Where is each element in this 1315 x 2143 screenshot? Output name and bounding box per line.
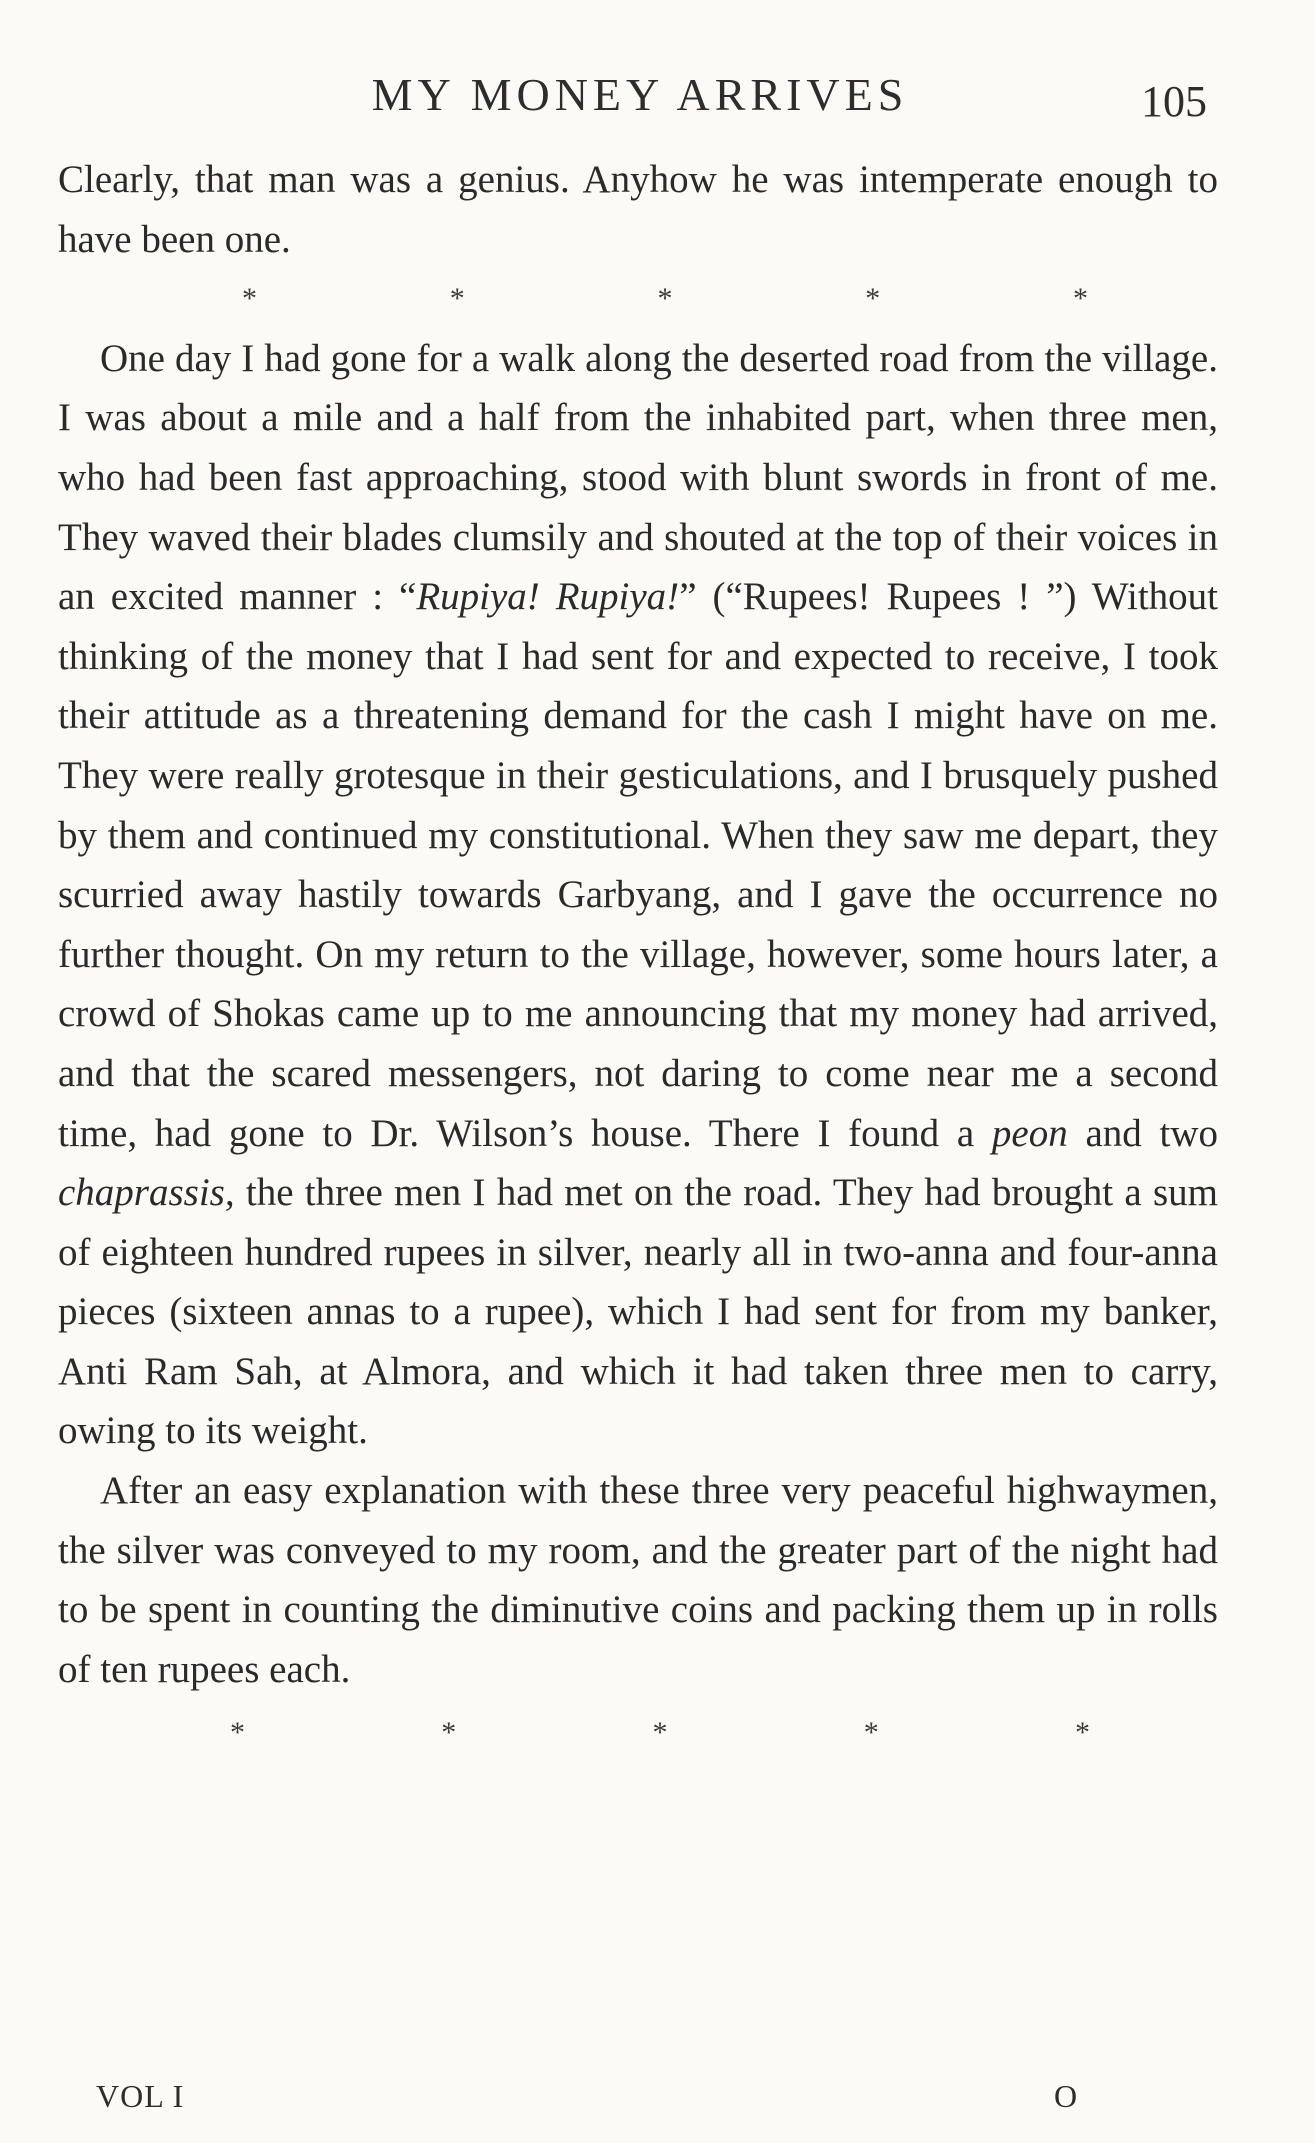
paragraph-counting: After an easy explanation with these three very peaceful highwaymen, the silver was conveyed to my room, and the greater part of the night had to be spent in counting the diminutive coins and packing them up in rolls of ten rupees each. bbox=[58, 1469, 1218, 1691]
paragraph-genius: Clearly, that man was a genius. Anyhow he was intemperate enough to have been one. bbox=[58, 158, 1218, 261]
separator-star: * bbox=[242, 282, 257, 316]
running-title: MY MONEY ARRIVES bbox=[371, 69, 909, 120]
text-run: the three men I had met on the road. They had brought a sum of eighteen hundred rupees in silver, nearly all in two-anna and four-anna pieces (sixteen annas to a rupee), which I had sent for from my banker, Anti Ram Sah, at Almora, and which it had taken three men to carry, owing to its weight. bbox=[58, 1171, 1219, 1453]
signature-mark: VOL I bbox=[96, 2078, 185, 2114]
separator-star: * bbox=[449, 282, 465, 316]
italic-quote: Rupiya! Rupiya! bbox=[416, 575, 680, 619]
text-run: and two bbox=[1085, 1111, 1219, 1155]
paragraph-walk: One day I had gone for a walk along the deserted road from the village. I was about a mile and a half from the inhabited part, when three men, who had been fast approaching, stood with blunt swords in front of me. They waved their blades clumsily and shouted at the top of their voices in an excited manner : “Rupiya! Rupiya!” (“Rupees! Rupees ! ”) Without thinking of the money that I had sent for and expected to receive, I took their attitude as a threatening demand for the cash I might have on me. They were really grotesque in their gesticulations, and I brusquely pushed by them and continued my constitutional. When they saw me depart, they scurried away hastily towards Garbyang, and I gave the occurrence no further thought. On my return to the village, however, some hours later, a crowd of Shokas came up to me announcing that my money had arrived, and that the scared messengers, not daring to come near me a second time, had gone to Dr. Wilson’s house. There I found a peon and two chaprassis, the three men I had met on the road. They had brought a sum of eighteen hundred rupees in silver, nearly all in two-anna and four-anna pieces (sixteen annas to a rupee), which I had sent for from my banker, Anti Ram Sah, at Almora, and which it had taken three men to carry, owing to its weight. bbox=[58, 336, 1219, 1453]
text-run: (“Rupees! Rupees ! ”) Without thinking of the money that I had sent for and expected to receive, I took their attitude as a threatening demand for the cash I might have on me. They were really grotesque in their gesticulations, and I brusquely pushed by them and continued my constitutional. When they saw me depart, they scurried away hastily towards Garbyang, and I gave the occurrence no further thought. On my return to the village, however, some hours later, a crowd of Shokas came up to me announcing that my money had arrived, and that the scared messengers, not daring to come near me a second time, had gone to Dr. Wilson’s house. There I found a bbox=[58, 575, 1218, 1155]
separator-star: * bbox=[652, 1716, 668, 1750]
separator-star: * bbox=[865, 282, 881, 316]
page-number: 105 bbox=[1141, 77, 1207, 126]
separator-star: * bbox=[230, 1716, 245, 1750]
page-footer bbox=[0, 2078, 1315, 2128]
italic-term-chaprassis: chaprassis, bbox=[58, 1171, 235, 1215]
body-text bbox=[58, 150, 1218, 1763]
separator-star: * bbox=[657, 282, 673, 316]
italic-term-peon: peon bbox=[991, 1111, 1068, 1155]
section-separator-bottom bbox=[58, 1703, 1218, 1763]
separator-star: * bbox=[863, 1716, 879, 1750]
separator-star: * bbox=[1073, 282, 1088, 316]
separator-star: * bbox=[1075, 1716, 1090, 1750]
separator-star: * bbox=[441, 1716, 457, 1750]
quire-letter: O bbox=[1054, 2078, 1078, 2114]
section-separator-top bbox=[58, 269, 1218, 329]
text-run: One day I had gone for a walk along the deserted road from the village. I was about a mile and a half from the inhabited part, when three men, who had been fast approaching, stood with blunt swords in front of me. They waved their blades clumsily and shouted at the top of their voices in an excited manner : bbox=[58, 336, 1218, 619]
page-header bbox=[0, 62, 1315, 132]
